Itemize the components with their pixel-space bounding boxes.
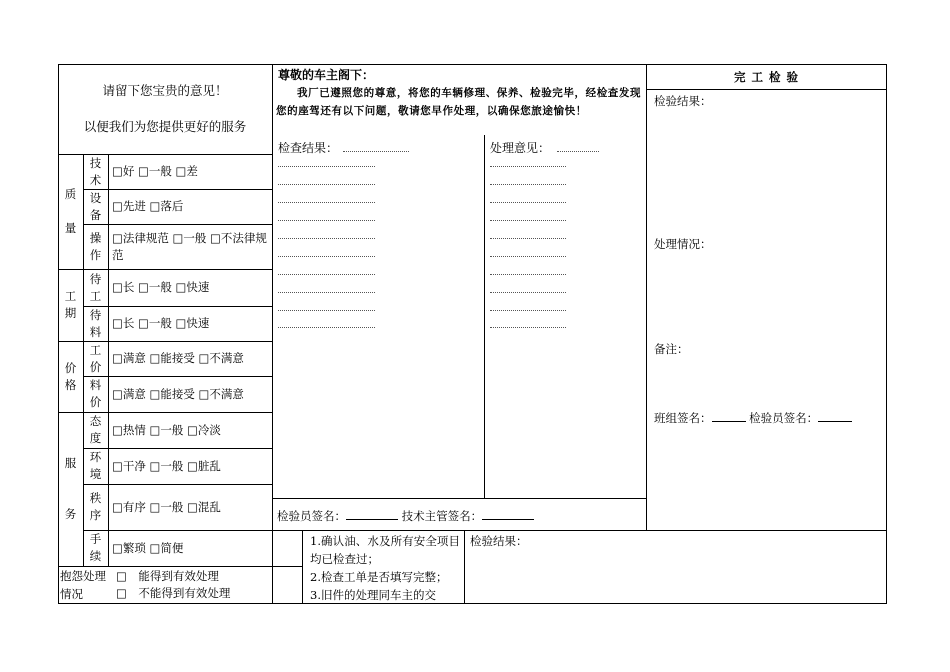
handling-writing-line[interactable]	[490, 238, 566, 239]
inspection-writing-line[interactable]	[278, 292, 375, 293]
final-result-label: 检验结果：	[654, 94, 712, 108]
dotted-line	[343, 151, 409, 152]
right-signatures	[654, 410, 852, 426]
inspection-writing-line[interactable]	[278, 184, 375, 185]
complaint-option-unresolved[interactable]: □ 不能得到有效处理	[116, 586, 231, 600]
inspection-writing-line[interactable]	[278, 256, 375, 257]
dotted-line	[557, 151, 599, 152]
row-options[interactable]: □长 □一般 □快速	[112, 316, 210, 330]
feedback-title-line1: 请留下您宝贵的意见！	[102, 83, 228, 98]
handling-writing-line[interactable]	[490, 327, 566, 328]
handling-writing-line[interactable]	[490, 310, 566, 311]
feedback-title-line2: 以便我们为您提供更好的服务	[83, 119, 247, 134]
greeting: 尊敬的车主阁下：	[278, 68, 375, 82]
group-label-schedule: 工 期	[64, 289, 77, 320]
handling-writing-line[interactable]	[490, 292, 566, 293]
row-sublabel: 工 价	[89, 342, 102, 374]
row-options[interactable]: □先进 □落后	[112, 199, 184, 213]
complaint-label: 抱怨处理情况	[60, 569, 106, 601]
handling-writing-line[interactable]	[490, 256, 566, 257]
final-inspector-sign-label: 检验员签名：	[749, 411, 819, 425]
row-sublabel: 态 度	[89, 414, 102, 445]
inspection-writing-line[interactable]	[278, 202, 375, 203]
inspection-writing-line[interactable]	[278, 220, 375, 221]
handling-opinion-label	[490, 139, 550, 156]
divider-left	[272, 64, 273, 604]
remark-label: 备注：	[654, 342, 689, 356]
inspection-result-label	[278, 139, 338, 156]
divider-bottom-a	[302, 530, 303, 604]
grid-line	[272, 498, 646, 499]
grid-line	[272, 530, 887, 531]
team-sign-field[interactable]	[712, 411, 746, 422]
row-sublabel: 设 备	[89, 190, 102, 222]
final-inspector-sign-field[interactable]	[818, 411, 852, 422]
notice-body: 我厂已遵照您的尊意，将您的车辆修理、保养、检验完毕，经检查发现您的座驾还有以下问题，敬请您早作处理，以确保您旅途愉快！	[276, 87, 642, 117]
handling-writing-line[interactable]	[490, 220, 566, 221]
bottom-result-label: 检验结果：	[470, 534, 528, 548]
row-sublabel: 手 续	[89, 532, 102, 563]
handling-writing-line[interactable]	[490, 184, 566, 185]
row-options[interactable]: □满意 □能接受 □不满意	[112, 386, 244, 401]
row-sublabel: 料 价	[89, 378, 102, 409]
group-label-quality: 质 量	[64, 187, 77, 235]
row-sublabel: 待 工	[89, 271, 102, 303]
completion-checklist: 1.确认油、水及所有安全项目均已检查过； 2.检查工单是否填写完整； 3.旧件的处理同车主的交	[310, 534, 460, 602]
divider-right	[646, 64, 647, 530]
complaint-options	[108, 566, 272, 604]
divider-bottom-b	[464, 530, 465, 604]
handling-writing-line[interactable]	[490, 274, 566, 275]
handling-writing-line[interactable]	[490, 202, 566, 203]
group-label-service: 服 务	[64, 456, 77, 521]
feedback-title	[58, 64, 272, 154]
inspection-writing-line[interactable]	[278, 327, 375, 328]
inspector-sign-label: 检验员签名：	[277, 509, 346, 523]
inspection-writing-line[interactable]	[278, 166, 375, 167]
row-sublabel: 环 境	[89, 450, 102, 481]
inspector-sign-field[interactable]	[346, 509, 398, 520]
row-options[interactable]: □干净 □一般 □脏乱	[112, 458, 221, 473]
inspection-writing-line[interactable]	[278, 238, 375, 239]
row-sublabel: 技 术	[89, 155, 102, 187]
inspection-writing-line[interactable]	[278, 274, 375, 275]
group-label-price: 价 格	[64, 360, 77, 392]
handling-writing-line[interactable]	[490, 166, 566, 167]
grid-line	[646, 89, 887, 90]
row-options[interactable]: □有序 □一般 □混乱	[112, 499, 221, 514]
row-sublabel: 操 作	[89, 230, 102, 262]
middle-signatures	[277, 508, 534, 524]
tech-supervisor-sign-field[interactable]	[482, 509, 534, 520]
divider-middle	[484, 135, 485, 498]
row-sublabel: 待 料	[89, 307, 102, 339]
tech-supervisor-sign-label: 技术主管签名：	[401, 509, 483, 523]
row-options[interactable]: □热情 □一般 □冷淡	[112, 422, 221, 437]
row-options[interactable]: □长 □一般 □快速	[112, 280, 210, 294]
row-options[interactable]: □繁琐 □简便	[112, 540, 184, 555]
row-sublabel: 秩 序	[89, 491, 102, 522]
inspection-writing-line[interactable]	[278, 310, 375, 311]
handling-opinion-text: 处理意见：	[490, 141, 551, 155]
inspection-result-text: 检查结果：	[278, 141, 339, 155]
row-options[interactable]: □好 □一般 □差	[112, 164, 198, 178]
complaint-option-resolved[interactable]: □ 能得到有效处理	[116, 569, 219, 583]
row-options[interactable]: □满意 □能接受 □不满意	[112, 351, 244, 365]
final-handling-label: 处理情况：	[654, 237, 712, 251]
team-sign-label: 班组签名：	[654, 411, 712, 425]
completion-inspection-header: 完 工 检 验	[733, 69, 799, 84]
row-options[interactable]: □法律规范 □一般 □不法律规范	[112, 230, 267, 262]
